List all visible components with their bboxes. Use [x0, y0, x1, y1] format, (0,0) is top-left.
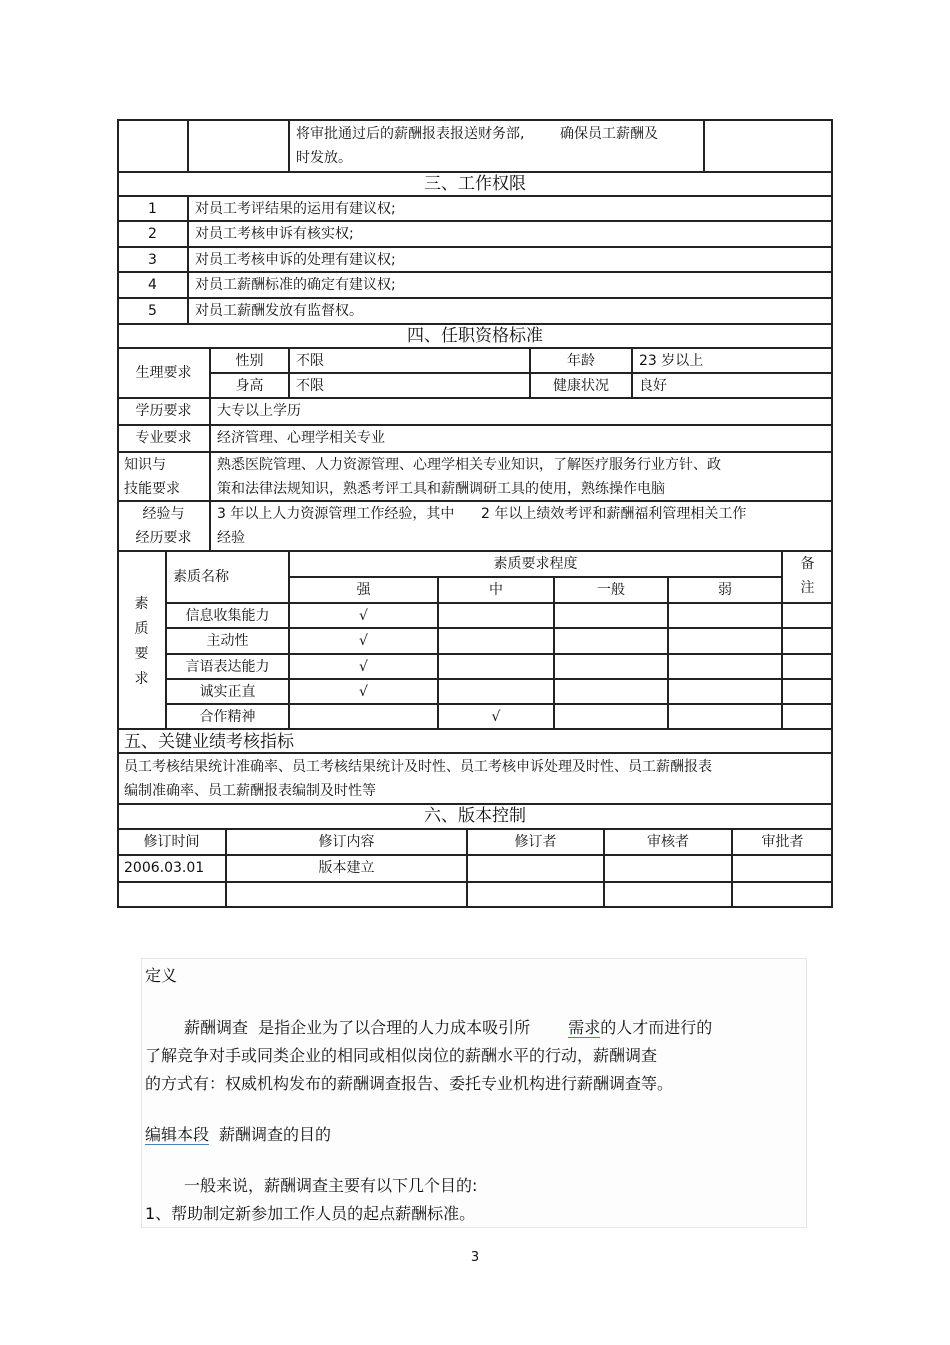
quality-degree-header: 素质要求程度	[289, 551, 782, 577]
quality-check-weak	[668, 603, 782, 628]
version-cell-content: 版本建立	[226, 855, 467, 882]
quality-check-general	[554, 603, 668, 628]
version-header-content: 修订内容	[226, 829, 467, 855]
duty-text-line: 将审批通过后的薪酬报表报送财务部, 确保员工薪酬及	[296, 126, 659, 142]
quality-name: 信息收集能力	[166, 603, 289, 628]
knowledge-value	[210, 452, 833, 501]
remark-char: 备	[800, 556, 815, 572]
level-strong: 强	[289, 577, 438, 603]
quality-remark	[782, 679, 833, 704]
quality-remark	[782, 603, 833, 628]
remark-char: 注	[800, 580, 815, 596]
version-cell-date: 2006.03.01	[117, 855, 226, 882]
authority-text: 对员工考评结果的运用有建议权;	[188, 196, 833, 221]
quality-name: 言语表达能力	[166, 654, 289, 679]
experience-value	[210, 501, 833, 551]
section-title-version-control: 六、版本控制	[117, 804, 833, 829]
section-title-kpi: 五、关键业绩考核指标	[117, 729, 833, 753]
side-char: 质	[134, 621, 149, 637]
quality-name: 诚实正直	[166, 679, 289, 704]
quality-check-weak	[668, 704, 782, 729]
quality-check-general	[554, 628, 668, 654]
gender-value: 不限	[289, 348, 530, 373]
definition-paragraph-line: 了解竞争对手或同类企业的相同或相似岗位的薪酬水平的行动，薪酬调查	[145, 1046, 658, 1065]
section-title-work-authority: 三、工作权限	[117, 172, 833, 196]
version-cell-date	[117, 882, 226, 908]
version-cell-reviser	[467, 882, 604, 908]
level-weak: 弱	[668, 577, 782, 603]
quality-check-medium	[438, 628, 554, 654]
authority-number: 5	[117, 298, 188, 324]
paragraph-text: 的人才而进行的	[600, 1018, 713, 1037]
intro-line: 一般来说，薪酬调查主要有以下几个目的:	[184, 1176, 478, 1195]
level-general: 一般	[554, 577, 668, 603]
quality-check-weak	[668, 628, 782, 654]
definition-paragraph-line	[184, 1015, 712, 1041]
authority-number: 4	[117, 272, 188, 298]
health-label: 健康状况	[530, 373, 632, 398]
section-heading-line	[145, 1122, 331, 1148]
gender-label: 性别	[210, 348, 289, 373]
side-char: 素	[134, 596, 149, 612]
quality-check-strong: √	[289, 628, 438, 654]
version-header-date: 修订时间	[117, 829, 226, 855]
education-label: 学历要求	[117, 398, 210, 425]
quality-check-general	[554, 679, 668, 704]
quality-check-strong	[289, 704, 438, 729]
version-cell-reviewer	[604, 882, 732, 908]
experience-label	[117, 501, 210, 551]
version-header-reviser: 修订者	[467, 829, 604, 855]
value-line: 经验	[217, 530, 245, 546]
quality-check-medium	[438, 679, 554, 704]
table-cell	[188, 119, 289, 172]
version-header-approver: 审批者	[732, 829, 833, 855]
demand-link[interactable]: 需求	[568, 1018, 601, 1037]
version-header-reviewer: 审核者	[604, 829, 732, 855]
height-value: 不限	[289, 373, 530, 398]
version-cell-reviewer	[604, 855, 732, 882]
side-char: 求	[134, 671, 149, 687]
authority-number: 3	[117, 247, 188, 272]
authority-text: 对员工薪酬发放有监督权。	[188, 298, 833, 324]
education-value: 大专以上学历	[210, 398, 833, 425]
quality-check-strong: √	[289, 654, 438, 679]
authority-number: 2	[117, 221, 188, 247]
table-cell	[704, 119, 833, 172]
section-title-qualification: 四、任职资格标准	[117, 324, 833, 348]
version-cell-content	[226, 882, 467, 908]
physical-requirements-label: 生理要求	[117, 348, 210, 398]
quality-check-weak	[668, 679, 782, 704]
kpi-text	[117, 753, 833, 804]
duty-text-cell	[289, 119, 704, 172]
age-label: 年龄	[530, 348, 632, 373]
quality-remark	[782, 628, 833, 654]
label-line: 技能要求	[124, 481, 180, 497]
value-line: 3 年以上人力资源管理工作经验，其中 2 年以上绩效考评和薪酬福利管理相关工作	[217, 506, 747, 522]
kpi-line: 编制准确率、员工薪酬报表编制及时性等	[124, 783, 376, 799]
edit-section-link[interactable]: 编辑本段	[145, 1125, 210, 1144]
height-label: 身高	[210, 373, 289, 398]
quality-check-weak	[668, 654, 782, 679]
section-title: 薪酬调查的目的	[219, 1125, 332, 1144]
paragraph-text: 薪酬调查 是指企业为了以合理的人力成本吸引所	[184, 1018, 531, 1037]
definition-heading: 定义	[145, 966, 178, 985]
authority-number: 1	[117, 196, 188, 221]
major-label: 专业要求	[117, 425, 210, 452]
version-cell-reviser	[467, 855, 604, 882]
list-item: 1、帮助制定新参加工作人员的起点薪酬标准。	[145, 1204, 476, 1223]
duty-text-line: 时发放。	[296, 150, 352, 166]
quality-remark	[782, 654, 833, 679]
side-char: 要	[134, 646, 149, 662]
authority-text: 对员工考核申诉有核实权;	[188, 221, 833, 247]
value-line: 策和法律法规知识，熟悉考评工具和薪酬调研工具的使用，熟练操作电脑	[217, 481, 665, 497]
quality-name: 合作精神	[166, 704, 289, 729]
quality-check-strong: √	[289, 679, 438, 704]
quality-check-medium: √	[438, 704, 554, 729]
level-medium: 中	[438, 577, 554, 603]
quality-name-header: 素质名称	[166, 551, 289, 603]
version-cell-approver	[732, 855, 833, 882]
quality-check-general	[554, 654, 668, 679]
major-value: 经济管理、心理学相关专业	[210, 425, 833, 452]
label-line: 经验与	[142, 506, 185, 522]
quality-check-strong: √	[289, 603, 438, 628]
table-cell	[117, 119, 188, 172]
health-value: 良好	[632, 373, 833, 398]
age-value: 23 岁以上	[632, 348, 833, 373]
remark-header	[782, 551, 833, 603]
quality-side-label	[117, 551, 166, 729]
label-line: 知识与	[124, 457, 166, 473]
kpi-line: 员工考核结果统计准确率、员工考核结果统计及时性、员工考核申诉处理及时性、员工薪酬报表	[124, 759, 712, 775]
authority-text: 对员工考核申诉的处理有建议权;	[188, 247, 833, 272]
quality-check-general	[554, 704, 668, 729]
label-line: 经历要求	[135, 530, 192, 546]
quality-name: 主动性	[166, 628, 289, 654]
quality-remark	[782, 704, 833, 729]
version-cell-approver	[732, 882, 833, 908]
definition-paragraph-line: 的方式有：权威机构发布的薪酬调查报告、委托专业机构进行薪酬调查等。	[145, 1074, 674, 1093]
knowledge-label	[117, 452, 210, 501]
page-number: 3	[470, 1250, 480, 1265]
authority-text: 对员工薪酬标准的确定有建议权;	[188, 272, 833, 298]
quality-check-medium	[438, 654, 554, 679]
value-line: 熟悉医院管理、人力资源管理、心理学相关专业知识，了解医疗服务行业方针、政	[217, 457, 721, 473]
quality-check-medium	[438, 603, 554, 628]
definition-panel	[141, 958, 807, 1228]
